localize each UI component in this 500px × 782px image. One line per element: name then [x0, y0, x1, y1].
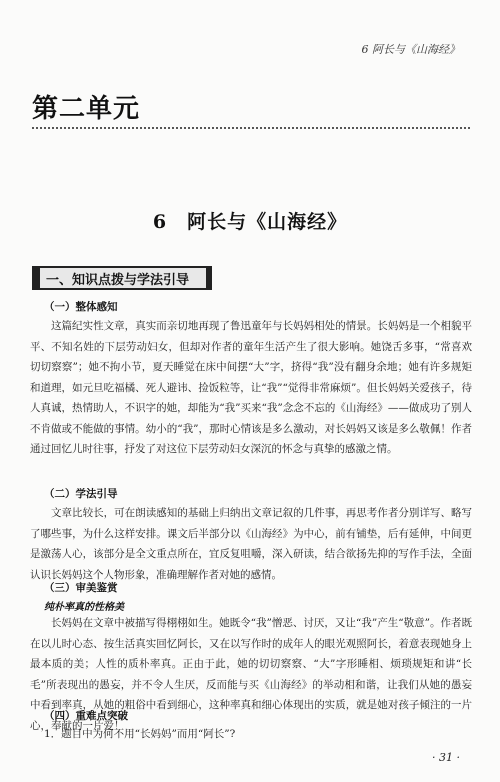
subsection-heading-1: （一）整体感知	[44, 301, 118, 313]
dotted-divider	[32, 127, 470, 129]
section-banner	[32, 266, 212, 290]
chapter-title: 6 阿长与《山海经》	[152, 211, 348, 233]
paragraph-3: 长妈妈在文章中被描写得栩栩如生。她既令“我”憎恶、讨厌，又让“我”产生“敬意”。作者既在以儿时心态、按生活真实回忆阿长，又在以写作时的成年人的眼光观照阿长，着意表现她身上最本质的美；人性的质朴率真。正由于此，她的切切察察、“大”字形睡相、烦琐规矩和讲“长毛”所表现出的愚妄，并不令人生厌，反而能与买《山海经》的举动相和谐，让我们从她的愚妄中看到率真，从她的粗俗中看到细心，这种率真和细心体现出的实质，就是她对孩子倾注的一片心，奉献的一片爱！	[30, 617, 472, 732]
paragraph-2: 文章比较长，可在朗读感知的基础上归纳出文章记叙的几件事，再思考作者分别详写、略写了哪些事，为什么这样安排。课文后半部分以《山海经》为中心，前有铺垫，后有延伸，中间更是激荡人心，该部分是全文重点所在，宜反复咀嚼，深入研读，结合欲扬先抑的写作手法，全面认识长妈妈这个人物形象，准确理解作者对她的感情。	[30, 507, 472, 581]
subsection-heading-3: （三）审美鉴赏	[44, 582, 118, 594]
banner-left-bar	[34, 268, 40, 288]
question-1: 1．题目中为何不用“长妈妈”而用“阿长”?	[44, 728, 236, 740]
page-number: · 31 ·	[432, 751, 460, 764]
section-title: 一、知识点拨与学法引导	[46, 272, 190, 288]
subsection-heading-2: （二）学法引导	[44, 488, 118, 500]
running-header: 6 阿长与《山海经》	[361, 43, 460, 56]
unit-title: 第二单元	[32, 94, 141, 124]
subsection-heading-4: （四）重难点突破	[44, 710, 128, 722]
aesthetic-subheading: 纯朴率真的性格美	[44, 602, 124, 613]
banner-right-bar	[206, 268, 210, 288]
paragraph-1: 这篇纪实性文章，真实而亲切地再现了鲁迅童年与长妈妈相处的情景。长妈妈是一个相貌平平、不知名姓的下层劳动妇女，但却对作者的童年生活产生了很大影响。她饶舌多事，“常喜欢切切察察”；她不拘小节，夏天睡觉在床中间摆“大”字，挤得“我”没有翻身余地；她有许多规矩和道理，如元旦吃福橘、死人避讳、捡饭粒等，让“我”“觉得非常麻烦”。但长妈妈关爱孩子，待人真诚，热情助人，不识字的她，却能为“我”买来“我”念念不忘的《山海经》——做成功了别人不肯做或不能做的事情。幼小的“我”，那时心情该是多么激动，对长妈妈又该是多么敬佩！作者通过回忆儿时往事，抒发了对这位下层劳动妇女深沉的怀念与真挚的感激之情。	[30, 320, 472, 455]
